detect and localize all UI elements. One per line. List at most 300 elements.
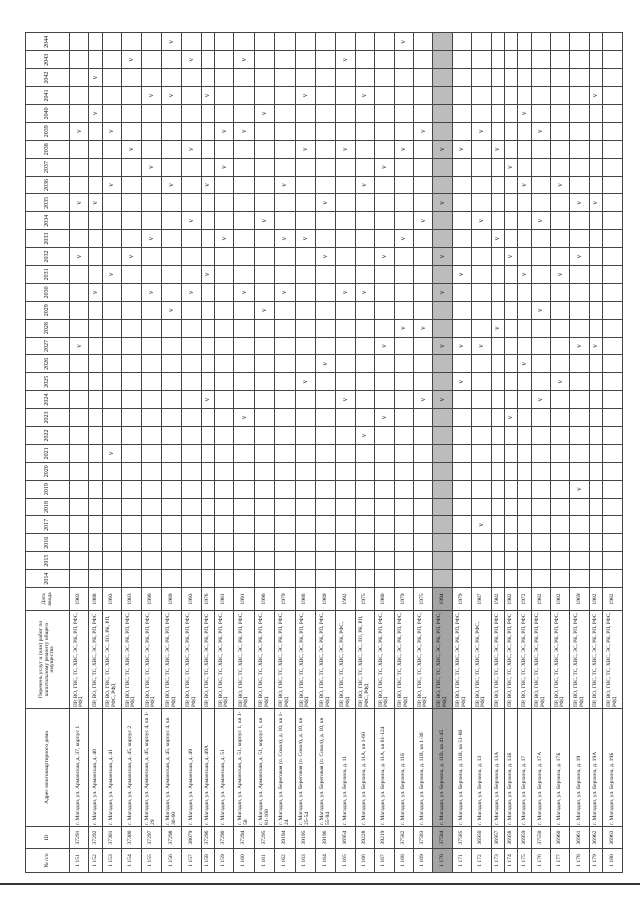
year-cell [316,516,336,534]
year-cell [254,69,274,87]
year-cell [394,570,413,588]
year-cell [161,104,181,122]
year-cell-checked: v [316,355,336,373]
year-cell-checked: v [375,158,394,176]
row-address: г. Магадан, ул. Арманская, д. 51, корпус 1, кв 81-160 [254,709,274,827]
year-cell [201,355,214,373]
year-cell [531,140,550,158]
row-number: 1 175 [518,849,531,873]
year-cell [518,409,531,427]
year-cell [295,122,315,140]
year-cell [89,409,102,427]
year-cell [102,534,121,552]
row-number: 1 170 [433,849,452,873]
year-cell [102,409,121,427]
year-cell [215,283,234,301]
year-cell [603,337,623,355]
year-cell [589,426,602,444]
year-cell [254,409,274,427]
year-cell [295,248,315,266]
year-cell [161,283,181,301]
year-cell [491,426,504,444]
year-cell [141,301,161,319]
year-cell [141,552,161,570]
year-cell [518,194,531,212]
year-cell [254,283,274,301]
row-address: г. Магадан, ул. Арманская, д. 45, корпус 2 [122,709,141,827]
year-cell [551,194,570,212]
year-cell [295,534,315,552]
year-cell [201,337,214,355]
year-cell [102,140,121,158]
year-cell [570,319,589,337]
year-cell [491,51,504,69]
year-cell [518,248,531,266]
year-cell [161,265,181,283]
year-cell [254,462,274,480]
year-cell [336,373,355,391]
year-cell-checked: v [161,87,181,105]
year-cell [394,248,413,266]
year-cell [518,534,531,552]
row-id: 37292 [89,827,102,849]
year-cell [518,319,531,337]
row-address: г. Магадан, ул. Арманская, д. 49А [201,709,214,827]
year-cell [452,355,471,373]
year-cell [336,230,355,248]
year-cell-checked: v [336,51,355,69]
year-cell-checked: v [394,140,413,158]
table-row [414,33,433,873]
year-cell-checked: v [254,104,274,122]
year-cell [355,104,374,122]
year-cell [394,355,413,373]
year-cell [201,122,214,140]
row-number: 1 158 [201,849,214,873]
row-services: ПР, ВО, ГВС, ТС, ХВС, ЭС, РК, РФС, РФД [472,611,491,709]
year-cell [316,140,336,158]
year-cell [234,426,254,444]
year-cell [182,444,201,462]
row-address: г. Магадан, ул. Берзина, д. 13 [472,709,491,827]
year-cell [141,104,161,122]
year-cell [472,51,491,69]
year-cell [161,69,181,87]
year-cell [201,301,214,319]
year-cell [603,516,623,534]
year-cell [355,337,374,355]
row-services: ПР, ВО, ГВС, ТС, ХВС, ЭС, РК, РП, РФС, РФД [414,611,433,709]
year-cell [295,570,315,588]
table-row [551,33,570,873]
year-cell [295,444,315,462]
year-cell [89,516,102,534]
year-cell [603,409,623,427]
year-cell [551,301,570,319]
year-cell [491,265,504,283]
year-cell-checked: v [452,140,471,158]
row-id: 37584 [433,827,452,849]
table-row [336,33,355,873]
year-cell [161,534,181,552]
year-cell [603,283,623,301]
year-cell [254,87,274,105]
row-address: г. Магадан, ул. Арманская, д. 51 [215,709,234,827]
row-services: ПР, ВО, ГВС, ТС, ХВС, ЭС, РК, РП, РФС, РФД [254,611,274,709]
year-cell [531,498,550,516]
year-cell [215,426,234,444]
year-cell [531,373,550,391]
year-cell [295,158,315,176]
year-cell [234,140,254,158]
year-cell [122,552,141,570]
year-cell [570,570,589,588]
year-cell [394,337,413,355]
year-cell [316,301,336,319]
year-cell [295,552,315,570]
year-cell [215,265,234,283]
year-cell-checked: v [182,283,201,301]
table-row [316,33,336,873]
year-cell [234,319,254,337]
year-cell [570,426,589,444]
year-cell [70,319,89,337]
year-cell [201,51,214,69]
row-number: 1 165 [336,849,355,873]
year-cell [201,534,214,552]
year-cell [472,176,491,194]
row-services: ПР, ВО, ГВС, ТС, ХВС, ЭС, РК, РП, РФС [89,611,102,709]
year-cell [275,158,295,176]
year-cell [394,301,413,319]
year-cell-checked: v [70,337,89,355]
row-id: 37291 [70,827,89,849]
year-cell [375,122,394,140]
year-cell-checked: v [433,283,452,301]
year-cell [275,337,295,355]
year-cell [254,194,274,212]
year-cell [375,194,394,212]
year-cell [355,212,374,230]
year-cell [472,69,491,87]
year-cell [414,265,433,283]
year-cell [141,409,161,427]
year-cell [589,104,602,122]
year-cell [254,158,274,176]
year-cell [518,69,531,87]
year-cell [551,122,570,140]
year-cell [433,498,452,516]
year-cell-checked: v [394,230,413,248]
year-cell [375,552,394,570]
year-cell [504,444,517,462]
year-cell [201,248,214,266]
year-cell [161,248,181,266]
year-cell-checked: v [89,194,102,212]
row-address: г. Магадан, ул. Берзина, д. 17А [531,709,550,827]
year-cell-checked: v [316,248,336,266]
year-cell [472,534,491,552]
year-cell [295,212,315,230]
row-address: г. Магадан, ул. Береговая (п. Сокол), д. 10, кв 25-54 [295,709,315,827]
year-cell [589,33,602,51]
year-cell [70,534,89,552]
year-cell [589,51,602,69]
year-header: 2019 [26,480,70,498]
year-cell-checked: v [433,391,452,409]
row-date: 1982 [589,588,602,611]
year-cell [491,337,504,355]
year-cell [394,534,413,552]
year-cell [70,552,89,570]
year-cell [102,87,121,105]
year-cell [589,158,602,176]
year-cell [375,462,394,480]
year-cell [472,104,491,122]
year-cell [336,319,355,337]
year-cell [254,444,274,462]
year-cell [414,283,433,301]
row-id: 39219 [375,827,394,849]
year-cell [472,444,491,462]
year-cell [589,373,602,391]
year-cell [491,33,504,51]
row-address: г. Магадан, ул. Арманская, д. 49 [182,709,201,827]
year-cell [234,158,254,176]
year-cell [89,301,102,319]
year-cell [603,444,623,462]
year-header: 2017 [26,516,70,534]
year-cell [414,158,433,176]
year-cell [375,301,394,319]
row-date: 1983 [70,588,89,611]
year-cell [518,498,531,516]
year-cell [89,140,102,158]
year-cell [531,87,550,105]
year-cell [531,516,550,534]
row-services: ПР, ВО, ГВС, ТС, ХВС, ЭС, РК, РП, РФС, РФД [141,611,161,709]
year-cell [182,319,201,337]
header-row [26,33,70,873]
row-date: 1991 [234,588,254,611]
row-address: г. Магадан, ул. Береговая (п. Сокол), д. 10, кв 55-84 [316,709,336,827]
row-date: 1982 [504,588,517,611]
year-cell [472,462,491,480]
row-id: 37301 [102,827,121,849]
year-cell [551,158,570,176]
year-cell [254,319,274,337]
year-cell-checked: v [215,122,234,140]
year-cell-checked: v [70,194,89,212]
year-cell [355,391,374,409]
year-cell [589,391,602,409]
year-cell [589,355,602,373]
year-cell [316,212,336,230]
year-cell [201,552,214,570]
year-cell [89,355,102,373]
year-cell [234,87,254,105]
row-date: 1993 [182,588,201,611]
year-cell [394,391,413,409]
year-cell [491,176,504,194]
row-services: ПР, ВО, ГВС, ТС, ХВС, ЭС, РК, РП, РФС, РФД [433,611,452,709]
year-cell [491,104,504,122]
row-number: 1 161 [254,849,274,873]
year-cell [603,230,623,248]
year-cell [89,230,102,248]
row-date: 1990 [254,588,274,611]
year-header: 2025 [26,373,70,391]
year-cell [234,104,254,122]
year-cell [161,462,181,480]
table-row [472,33,491,873]
year-cell [551,248,570,266]
year-cell [316,552,336,570]
year-cell-checked: v [355,426,374,444]
year-cell [375,69,394,87]
row-id: 36962 [589,827,602,849]
year-cell [215,373,234,391]
year-cell [234,552,254,570]
year-cell [518,230,531,248]
year-cell [182,552,201,570]
year-cell [141,194,161,212]
year-cell [254,140,274,158]
year-header: 2038 [26,140,70,158]
year-cell [452,51,471,69]
year-cell-checked: v [234,283,254,301]
year-cell [491,552,504,570]
year-cell [452,498,471,516]
row-services: ПР, ВО, ГВС, ТС, ХВС, ЭС, РК, РП, РФС, РФД [394,611,413,709]
year-cell [452,33,471,51]
year-cell [414,140,433,158]
year-cell [452,444,471,462]
year-cell [161,319,181,337]
year-cell [589,301,602,319]
year-cell [551,69,570,87]
year-cell [375,104,394,122]
row-id: 37294 [234,827,254,849]
year-cell [355,355,374,373]
year-cell [355,51,374,69]
year-cell [433,104,452,122]
row-id: 37295 [254,827,274,849]
year-cell [570,212,589,230]
row-date: 1983 [122,588,141,611]
year-header: 2034 [26,212,70,230]
row-address: г. Магадан, ул. Береговая (п. Сокол), д. 10, кв 1-24 [275,709,295,827]
year-cell [589,498,602,516]
year-cell [551,516,570,534]
year-cell [182,87,201,105]
year-cell [531,462,550,480]
year-cell [518,480,531,498]
year-cell [141,444,161,462]
year-cell [452,409,471,427]
year-cell [394,212,413,230]
year-cell [161,444,181,462]
year-cell [215,69,234,87]
year-cell [316,391,336,409]
year-cell [551,444,570,462]
year-cell [336,301,355,319]
year-cell [295,319,315,337]
year-cell [531,409,550,427]
row-date: 1969 [570,588,589,611]
year-cell-checked: v [518,176,531,194]
year-cell [89,51,102,69]
year-cell [70,212,89,230]
year-cell-checked: v [141,230,161,248]
year-cell [472,194,491,212]
year-cell-checked: v [234,122,254,140]
year-cell [336,498,355,516]
year-cell [102,516,121,534]
year-cell [433,158,452,176]
row-address: г. Магадан, ул. Берзина, д. 19 [570,709,589,827]
year-cell [295,104,315,122]
year-cell [161,194,181,212]
row-id: 37582 [394,827,413,849]
row-services: ПР, ВО, ГВС, ТС, ХВС, ЭС, РК, РП, РФС, РФД [70,611,89,709]
year-cell [215,51,234,69]
row-date: 1979 [394,588,413,611]
year-cell [141,480,161,498]
table-row [491,33,504,873]
year-cell [551,230,570,248]
year-cell [504,516,517,534]
year-cell [355,265,374,283]
year-cell [570,283,589,301]
row-services: ПР, ВО, ГВС, ТС, ХВС, ЭС, РК, РП, РФС, РФД [182,611,201,709]
year-cell [433,552,452,570]
year-cell [375,480,394,498]
year-cell [275,212,295,230]
year-cell-checked: v [414,319,433,337]
row-date: 1979 [275,588,295,611]
header-services: Перечень услуг и (или) работ по капитальному ремонту общего имущества [26,611,70,709]
year-cell [603,355,623,373]
year-cell [355,409,374,427]
year-cell [161,337,181,355]
year-cell [275,87,295,105]
year-cell [504,283,517,301]
year-cell [414,534,433,552]
year-cell [70,51,89,69]
year-cell [89,337,102,355]
year-cell [295,301,315,319]
year-cell [70,444,89,462]
year-cell [70,87,89,105]
year-cell-checked: v [102,122,121,140]
year-cell [504,33,517,51]
row-id: 37583 [414,827,433,849]
year-cell [531,534,550,552]
year-cell-checked: v [570,480,589,498]
year-header: 2040 [26,104,70,122]
year-cell [472,391,491,409]
row-id: 39196 [316,827,336,849]
row-number: 1 176 [531,849,550,873]
year-cell [531,51,550,69]
year-cell [504,212,517,230]
year-cell [491,248,504,266]
row-date: 1975 [355,588,374,611]
year-cell [316,426,336,444]
year-cell [570,230,589,248]
year-cell-checked: v [336,391,355,409]
